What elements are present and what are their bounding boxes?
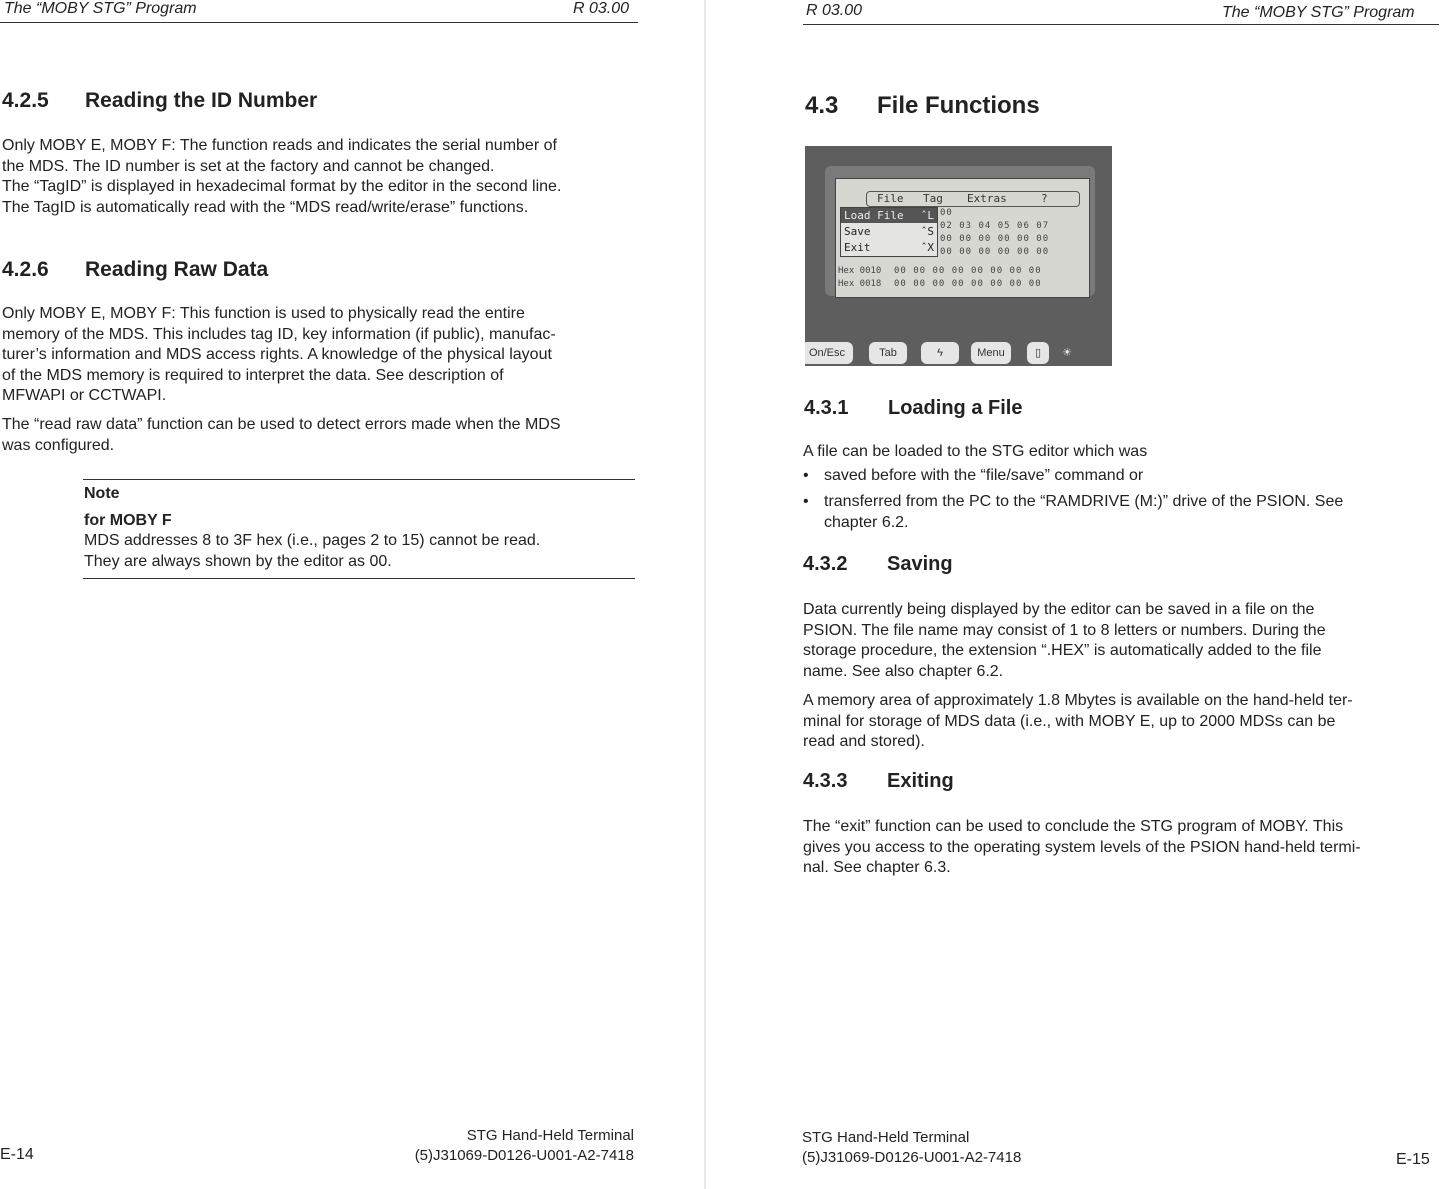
note-top-rule bbox=[83, 479, 635, 480]
bullet-line: saved before with the “file/save” command or bbox=[824, 467, 1144, 484]
body-line: PSION. The file name may consist of 1 to 8 letters or numbers. During the bbox=[803, 621, 1326, 639]
hex-row-cells: 00 00 00 00 00 00 bbox=[940, 247, 1050, 257]
body-line: Only MOBY E, MOBY F: This function is used to physically read the entire bbox=[2, 305, 525, 322]
key-lightning: ϟ bbox=[921, 342, 959, 364]
menu-item-shortcut: ˆL bbox=[920, 209, 934, 222]
menu-item-shortcut: ˆS bbox=[920, 225, 934, 238]
section-body-4-3-3 bbox=[803, 817, 1435, 879]
hex-row-cells: 00 00 00 00 00 00 00 00 bbox=[894, 266, 1042, 276]
section-number: 4.3.1 bbox=[804, 397, 849, 419]
body-line: MFWAPI or CCTWAPI. bbox=[2, 387, 167, 404]
bullet-line: chapter 6.2. bbox=[824, 514, 909, 531]
section-heading-4-3 bbox=[805, 92, 1040, 120]
section-heading-4-3-2 bbox=[803, 553, 953, 576]
hex-row-label: Hex 0018 bbox=[838, 279, 882, 289]
section-body-4-2-6-para1 bbox=[2, 304, 638, 407]
file-pulldown-menu bbox=[840, 207, 938, 257]
device-keypad bbox=[805, 338, 1112, 366]
key-tab: Tab bbox=[869, 342, 907, 364]
device-lcd bbox=[835, 178, 1090, 298]
section-number: 4.3.3 bbox=[803, 770, 848, 792]
body-line: Only MOBY E, MOBY F: The function reads and indicates the serial number of bbox=[2, 137, 557, 154]
section-title: Saving bbox=[887, 553, 953, 575]
note-box bbox=[84, 484, 636, 572]
running-header-title: The “MOBY STG” Program bbox=[1222, 4, 1415, 21]
body-line: gives you access to the operating system levels of the PSION hand-held termi- bbox=[803, 838, 1361, 856]
menu-item-load-file bbox=[841, 208, 937, 223]
section-title: Exiting bbox=[887, 770, 954, 792]
key-on-esc: On/Esc bbox=[805, 342, 853, 364]
bullet-item bbox=[803, 492, 1433, 534]
section-heading-4-3-1 bbox=[804, 397, 1022, 420]
menu-tab-tag: Tag bbox=[923, 192, 943, 205]
bullet-line: transferred from the PC to the “RAMDRIVE (M:)” drive of the PSION. See bbox=[824, 493, 1344, 510]
body-line: The TagID is automatically read with the “MDS read/write/erase” functions. bbox=[2, 198, 529, 216]
section-intro-4-3-1 bbox=[803, 442, 1433, 463]
note-bottom-rule bbox=[83, 578, 635, 579]
page-gutter bbox=[704, 0, 706, 1189]
hex-row-cells: 02 03 04 05 06 07 bbox=[940, 221, 1050, 231]
body-line: minal for storage of MDS data (i.e., with MOBY E, up to 2000 MDSs can be bbox=[803, 712, 1336, 730]
section-body-4-2-6-para2 bbox=[2, 415, 638, 456]
footer-block bbox=[390, 1126, 634, 1166]
header-rule bbox=[0, 22, 638, 23]
menu-tab-help: ? bbox=[1041, 192, 1048, 205]
note-line: They are always shown by the editor as 00. bbox=[84, 552, 392, 570]
section-body-4-2-5 bbox=[2, 136, 638, 218]
body-line: The “read raw data” function can be used to detect errors made when the MDS bbox=[2, 416, 561, 433]
body-line: memory of the MDS. This includes tag ID, key information (if public), manufac- bbox=[2, 325, 556, 343]
note-subtitle: for MOBY F bbox=[84, 511, 172, 529]
footer-order-number: (5)J31069-D0126-U001-A2-7418 bbox=[802, 1149, 1022, 1166]
body-line: The “TagID” is displayed in hexadecimal format by the editor in the second line. bbox=[2, 178, 562, 195]
body-line: turer’s information and MDS access rights. A knowledge of the physical layout bbox=[2, 346, 552, 363]
body-line: name. See also chapter 6.2. bbox=[803, 662, 1004, 680]
menu-item-shortcut: ˆX bbox=[920, 241, 934, 254]
menu-item-exit bbox=[841, 240, 937, 255]
section-heading-4-2-5 bbox=[2, 89, 317, 113]
body-line: read and stored). bbox=[803, 733, 925, 750]
page-number: E-15 bbox=[1396, 1151, 1430, 1168]
hex-row-cells: 00 bbox=[940, 208, 953, 218]
menu-item-label: Load File bbox=[844, 209, 904, 222]
bullet-dot-icon: • bbox=[803, 493, 809, 510]
key-backlight-icon: ☀ bbox=[1062, 347, 1072, 359]
footer-product: STG Hand-Held Terminal bbox=[466, 1127, 634, 1144]
section-title: File Functions bbox=[877, 92, 1040, 119]
body-line: storage procedure, the extension “.HEX” is automatically added to the file bbox=[803, 642, 1322, 659]
running-header-revision: R 03.00 bbox=[573, 0, 630, 17]
body-line: was configured. bbox=[2, 436, 115, 454]
body-line: the MDS. The ID number is set at the factory and cannot be changed. bbox=[2, 157, 495, 175]
section-title: Reading Raw Data bbox=[85, 258, 269, 281]
section-title: Loading a File bbox=[888, 397, 1023, 419]
section-heading-4-2-6 bbox=[2, 258, 268, 282]
body-line: Data currently being displayed by the editor can be saved in a file on the bbox=[803, 601, 1315, 618]
body-line: The “exit” function can be used to conclude the STG program of MOBY. This bbox=[803, 818, 1344, 835]
running-header-revision: R 03.00 bbox=[806, 2, 863, 19]
menu-tab-extras: Extras bbox=[967, 192, 1007, 205]
footer-block bbox=[802, 1128, 1021, 1168]
running-header-title: The “MOBY STG” Program bbox=[4, 0, 197, 17]
section-number: 4.3.2 bbox=[803, 553, 848, 575]
lcd-menu-bar bbox=[866, 191, 1080, 207]
menu-item-label: Save bbox=[844, 225, 871, 238]
section-title: Reading the ID Number bbox=[85, 89, 318, 112]
bullet-dot-icon: • bbox=[803, 467, 809, 484]
menu-item-save bbox=[841, 224, 937, 239]
note-line: MDS addresses 8 to 3F hex (i.e., pages 2 to 15) cannot be read. bbox=[84, 532, 541, 549]
key-contrast-icon: ▯ bbox=[1027, 342, 1049, 364]
section-heading-4-3-3 bbox=[803, 770, 954, 793]
key-menu: Menu bbox=[971, 342, 1011, 364]
footer-product: STG Hand-Held Terminal bbox=[802, 1129, 970, 1146]
note-label: Note bbox=[84, 485, 120, 502]
menu-item-label: Exit bbox=[844, 241, 871, 254]
header-rule bbox=[803, 24, 1439, 25]
hex-row-label: Hex 0010 bbox=[838, 266, 882, 276]
body-line: A file can be loaded to the STG editor which was bbox=[803, 443, 1148, 460]
psion-device-screenshot bbox=[805, 146, 1112, 366]
section-number: 4.2.6 bbox=[2, 258, 49, 281]
hex-row-cells: 00 00 00 00 00 00 00 00 bbox=[894, 279, 1042, 289]
section-body-4-3-2-para2 bbox=[803, 691, 1433, 753]
section-number: 4.3 bbox=[805, 92, 839, 119]
body-line: A memory area of approximately 1.8 Mbytes is available on the hand-held ter- bbox=[803, 692, 1353, 709]
page-number: E-14 bbox=[0, 1146, 34, 1163]
bullet-item bbox=[803, 466, 1433, 488]
body-line: nal. See chapter 6.3. bbox=[803, 859, 951, 876]
body-line: of the MDS memory is required to interpret the data. See description of bbox=[2, 366, 504, 384]
footer-order-number: (5)J31069-D0126-U001-A2-7418 bbox=[414, 1147, 634, 1164]
menu-tab-file: File bbox=[877, 192, 904, 205]
section-body-4-3-2-para1 bbox=[803, 600, 1433, 682]
section-number: 4.2.5 bbox=[2, 89, 49, 112]
hex-row-cells: 00 00 00 00 00 00 bbox=[940, 234, 1050, 244]
